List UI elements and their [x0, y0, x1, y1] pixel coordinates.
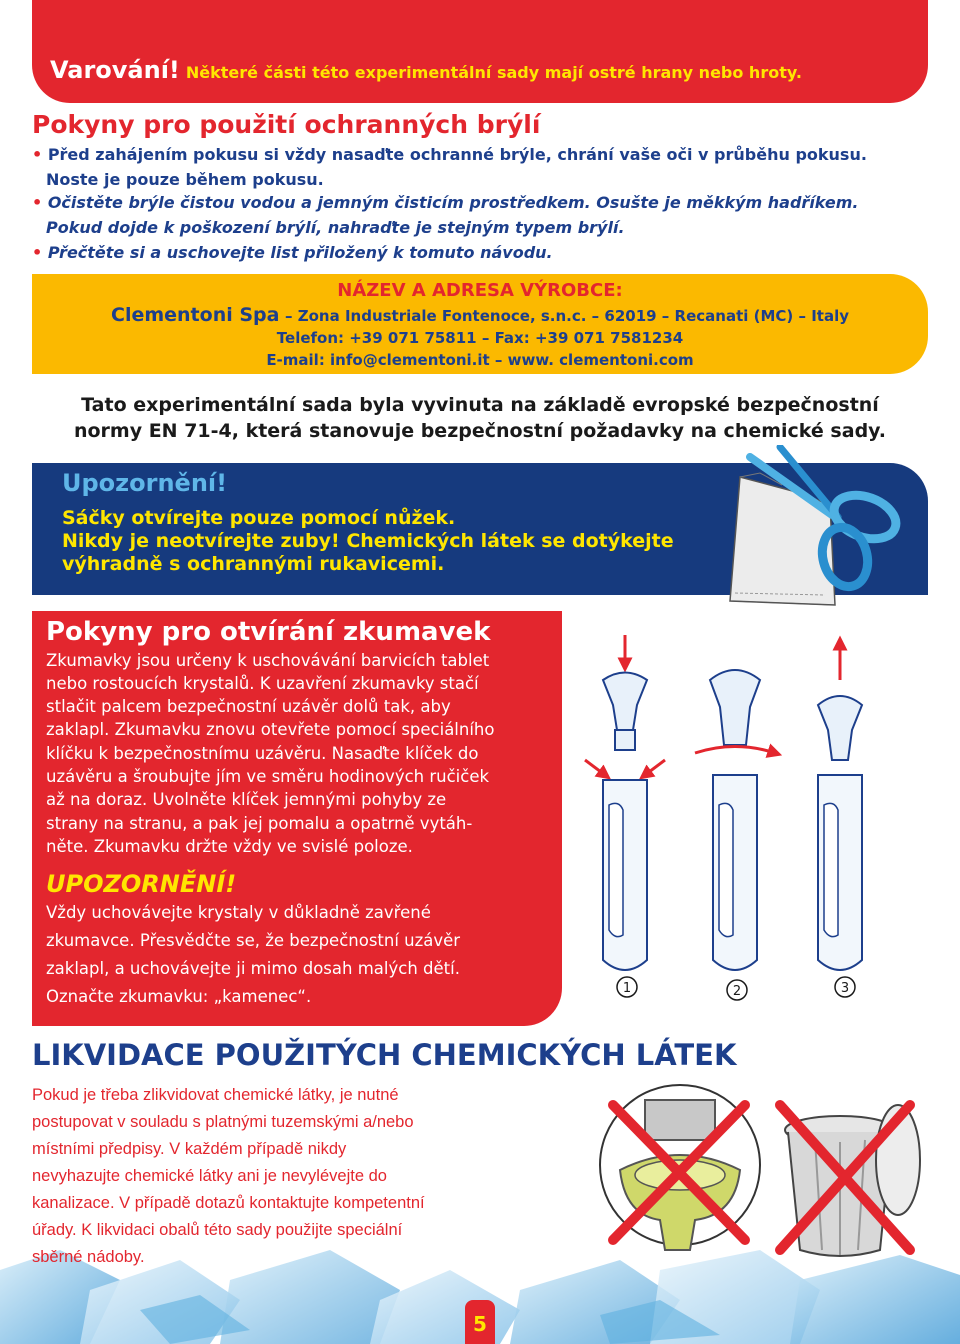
tubes-heading: Pokyny pro otvírání zkumavek	[46, 617, 491, 647]
disposal-line: Pokud je třeba zlikvidovat chemické látky, je nutné	[32, 1086, 399, 1104]
caution-line: Nikdy je neotvírejte zuby! Chemických látek se dotýkejte	[62, 530, 674, 552]
warning-banner	[32, 0, 928, 103]
tubes-warning-title: UPOZORNĚNÍ!	[46, 870, 237, 898]
goggles-line: Pokud dojde k poškození brýlí, nahraďte je stejným typem brýlí.	[46, 218, 625, 237]
tubes-line: klíčku k bezpečnostnímu uzávěru. Nasaďte klíček do	[46, 744, 479, 763]
test-tubes-illustration	[575, 635, 905, 1005]
goggles-line: • Před zahájením pokusu si vždy nasaďte ochranné brýle, chrání vaše oči v průběhu pokusu.	[32, 145, 867, 164]
tubes-warning-line: zkumavce. Přesvědčte se, že bezpečnostní uzávěr	[46, 931, 461, 950]
goggles-line: • Očistěte brýle čistou vodou a jemným čisticím prostředkem. Osušte je měkkým hadříkem.	[32, 193, 859, 212]
caution-line: výhradně s ochrannými rukavicemi.	[62, 553, 445, 575]
step-marker	[835, 977, 855, 997]
svg-text:2: 2	[732, 984, 742, 999]
warning-title: Varování!	[50, 56, 180, 84]
goggles-line: • Přečtěte si a uschovejte list přiložený k tomuto návodu.	[32, 243, 553, 262]
disposal-heading: LIKVIDACE POUŽITÝCH CHEMICKÝCH LÁTEK	[32, 1038, 737, 1072]
no-bin-illustration	[770, 1090, 935, 1260]
tubes-line: nebo rostoucích krystalů. K uzavření zkumavky stačí	[46, 674, 479, 693]
tubes-warning-line: Označte zkumavku: „kamenec“.	[46, 987, 312, 1006]
tubes-line: až na doraz. Uvolněte klíček jemnými pohyby ze	[46, 790, 447, 809]
disposal-line: postupovat v souladu s platnými tuzemskými a/nebo	[32, 1113, 414, 1131]
tubes-line: stlačit palcem bezpečnostní uzávěr dolů tak, aby	[46, 697, 451, 716]
tubes-line: uzávěru a šroubujte jím ve směru hodinových ručiček	[46, 767, 490, 786]
disposal-line: kanalizace. V případě dotazů kontaktujte kompetentní	[32, 1194, 425, 1212]
standard-line: normy EN 71-4, která stanovuje bezpečnostní požadavky na chemické sady.	[73, 420, 887, 442]
disposal-line: úřady. K likvidaci obalů této sady použijte speciální	[32, 1221, 403, 1239]
goggles-heading: Pokyny pro použití ochranných brýlí	[32, 110, 541, 139]
page-number-tab	[465, 1300, 495, 1344]
step-marker	[617, 977, 637, 997]
disposal-line: sběrné nádoby.	[32, 1248, 145, 1266]
goggles-line: Noste je pouze během pokusu.	[46, 170, 324, 189]
tubes-instructions-box	[32, 611, 562, 1026]
manufacturer-box	[32, 274, 928, 374]
step-marker	[727, 980, 747, 1000]
warning-text: Některé části této experimentální sady mají ostré hrany nebo hroty.	[185, 63, 802, 82]
tubes-line: Zkumavky jsou určeny k uschovávání barvicích tablet	[46, 651, 490, 670]
tubes-line: zaklapl. Zkumavku znovu otevřete pomocí speciálního	[46, 720, 495, 739]
manufacturer-phone: Telefon: +39 071 75811 – Fax: +39 071 7581234	[276, 329, 684, 347]
tube-3-icon	[818, 643, 862, 970]
tube-1-icon	[585, 635, 665, 970]
tubes-line: něte. Zkumavku držte vždy ve svislé poloze.	[46, 837, 413, 856]
caution-title: Upozornění!	[62, 469, 228, 497]
manufacturer-company: Clementoni Spa	[111, 304, 280, 326]
disposal-line: nevyhazujte chemické látky ani je nevylévejte do	[32, 1167, 387, 1185]
no-toilet-illustration	[595, 1080, 765, 1260]
svg-text:3: 3	[840, 981, 850, 996]
manufacturer-address-line	[32, 304, 928, 326]
tubes-warning-line: Vždy uchovávejte krystaly v důkladně zavřené	[46, 903, 431, 922]
tube-2-icon	[695, 670, 775, 970]
manufacturer-label: NÁZEV A ADRESA VÝROBCE:	[337, 280, 623, 301]
standard-line: Tato experimentální sada byla vyvinuta na základě evropské bezpečnostní	[81, 394, 879, 416]
tubes-warning-line: zaklapl, a uchovávejte ji mimo dosah malých dětí.	[46, 959, 460, 978]
tubes-line: strany na stranu, a pak jej pomalu a opatrně vytáh-	[46, 814, 473, 833]
manufacturer-address: – Zona Industriale Fontenoce, s.n.c. – 62019 – Recanati (MC) – Italy	[285, 307, 849, 325]
manufacturer-web: E-mail: info@clementoni.it – www. clementoni.com	[266, 351, 694, 369]
svg-text:1: 1	[622, 981, 632, 996]
disposal-line: místními předpisy. V každém případě nikdy	[32, 1140, 347, 1158]
caution-line: Sáčky otvírejte pouze pomocí nůžek.	[62, 507, 456, 529]
page-number: 5	[473, 1312, 487, 1336]
scissors-bag-illustration	[720, 445, 920, 610]
